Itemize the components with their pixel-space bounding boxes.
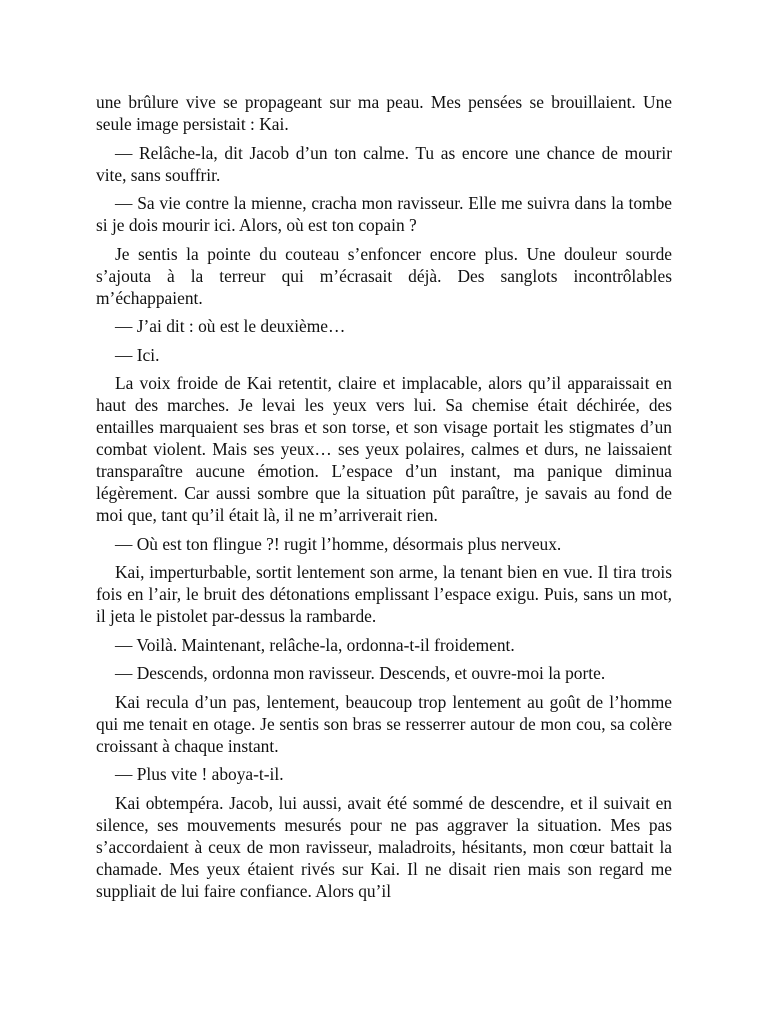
paragraph: Kai recula d’un pas, lentement, beaucoup trop lentement au goût de l’homme qui me tenait en otage. Je sentis son bras se resserrer autour de mon cou, sa colère croissant à chaque instant. [96, 691, 672, 756]
paragraph: — Ici. [115, 344, 160, 365]
paragraph: — Relâche-la, dit Jacob d’un ton calme. Tu as encore une chance de mourir vite, sans souffrir. [96, 142, 672, 185]
paragraph: — Plus vite ! aboya-t-il. [115, 764, 284, 784]
paragraph: — J’ai dit : où est le deuxième… [115, 316, 346, 336]
paragraph: Kai, imperturbable, sortit lentement son arme, la tenant bien en vue. Il tira trois fois en l’air, le bruit des détonations emplissant l’espace exigu. Puis, sans un mot, il jeta le pistolet par-dessus la rambarde. [96, 562, 672, 626]
paragraph: La voix froide de Kai retentit, claire et implacable, alors qu’il apparaissait en haut des marches. Je levai les yeux vers lui. Sa chemise était déchirée, des entailles marquaient ses bras et son torse, et son visage portait les stigmates d’un combat violent. Mais ses yeux… ses yeux polaires, calmes et durs, ne laissaient transparaître aucune émotion. L’espace d’un instant, ma panique diminua légèrement. Car aussi sombre que la situation pût paraître, je savais au fond de moi que, tant qu’il était là, il ne m’arriverait rien. [96, 373, 672, 525]
paragraph: une brûlure vive se propageant sur ma peau. Mes pensées se brouillaient. Une seule image persistait : Kai. [96, 92, 672, 134]
paragraph: Je sentis la pointe du couteau s’enfoncer encore plus. Une douleur sourde s’ajouta à la terreur qui m’écrasait déjà. Des sanglots incontrôlables m’échappaient. [96, 243, 672, 308]
paragraph: — Voilà. Maintenant, relâche-la, ordonna-t-il froidement. [115, 634, 515, 655]
paragraph: — Sa vie contre la mienne, cracha mon ravisseur. Elle me suivra dans la tombe si je dois mourir ici. Alors, où est ton copain ? [96, 193, 672, 235]
paragraph: Kai obtempéra. Jacob, lui aussi, avait été sommé de descendre, et il suivait en silence, ses mouvements mesurés pour ne pas aggraver la situation. Mes pas s’accordaient à ceux de mon ravisseur, maladroits, hésitants, mon cœur battait la chamade. Mes yeux étaient rivés sur Kai. Il ne disait rien mais son regard me suppliait de lui faire confiance. Alors qu’il [96, 792, 672, 901]
paragraph: — Descends, ordonna mon ravisseur. Descends, et ouvre-moi la porte. [115, 663, 606, 683]
paragraph: — Où est ton flingue ?! rugit l’homme, désormais plus nerveux. [115, 533, 562, 554]
document-page [96, 91, 672, 908]
